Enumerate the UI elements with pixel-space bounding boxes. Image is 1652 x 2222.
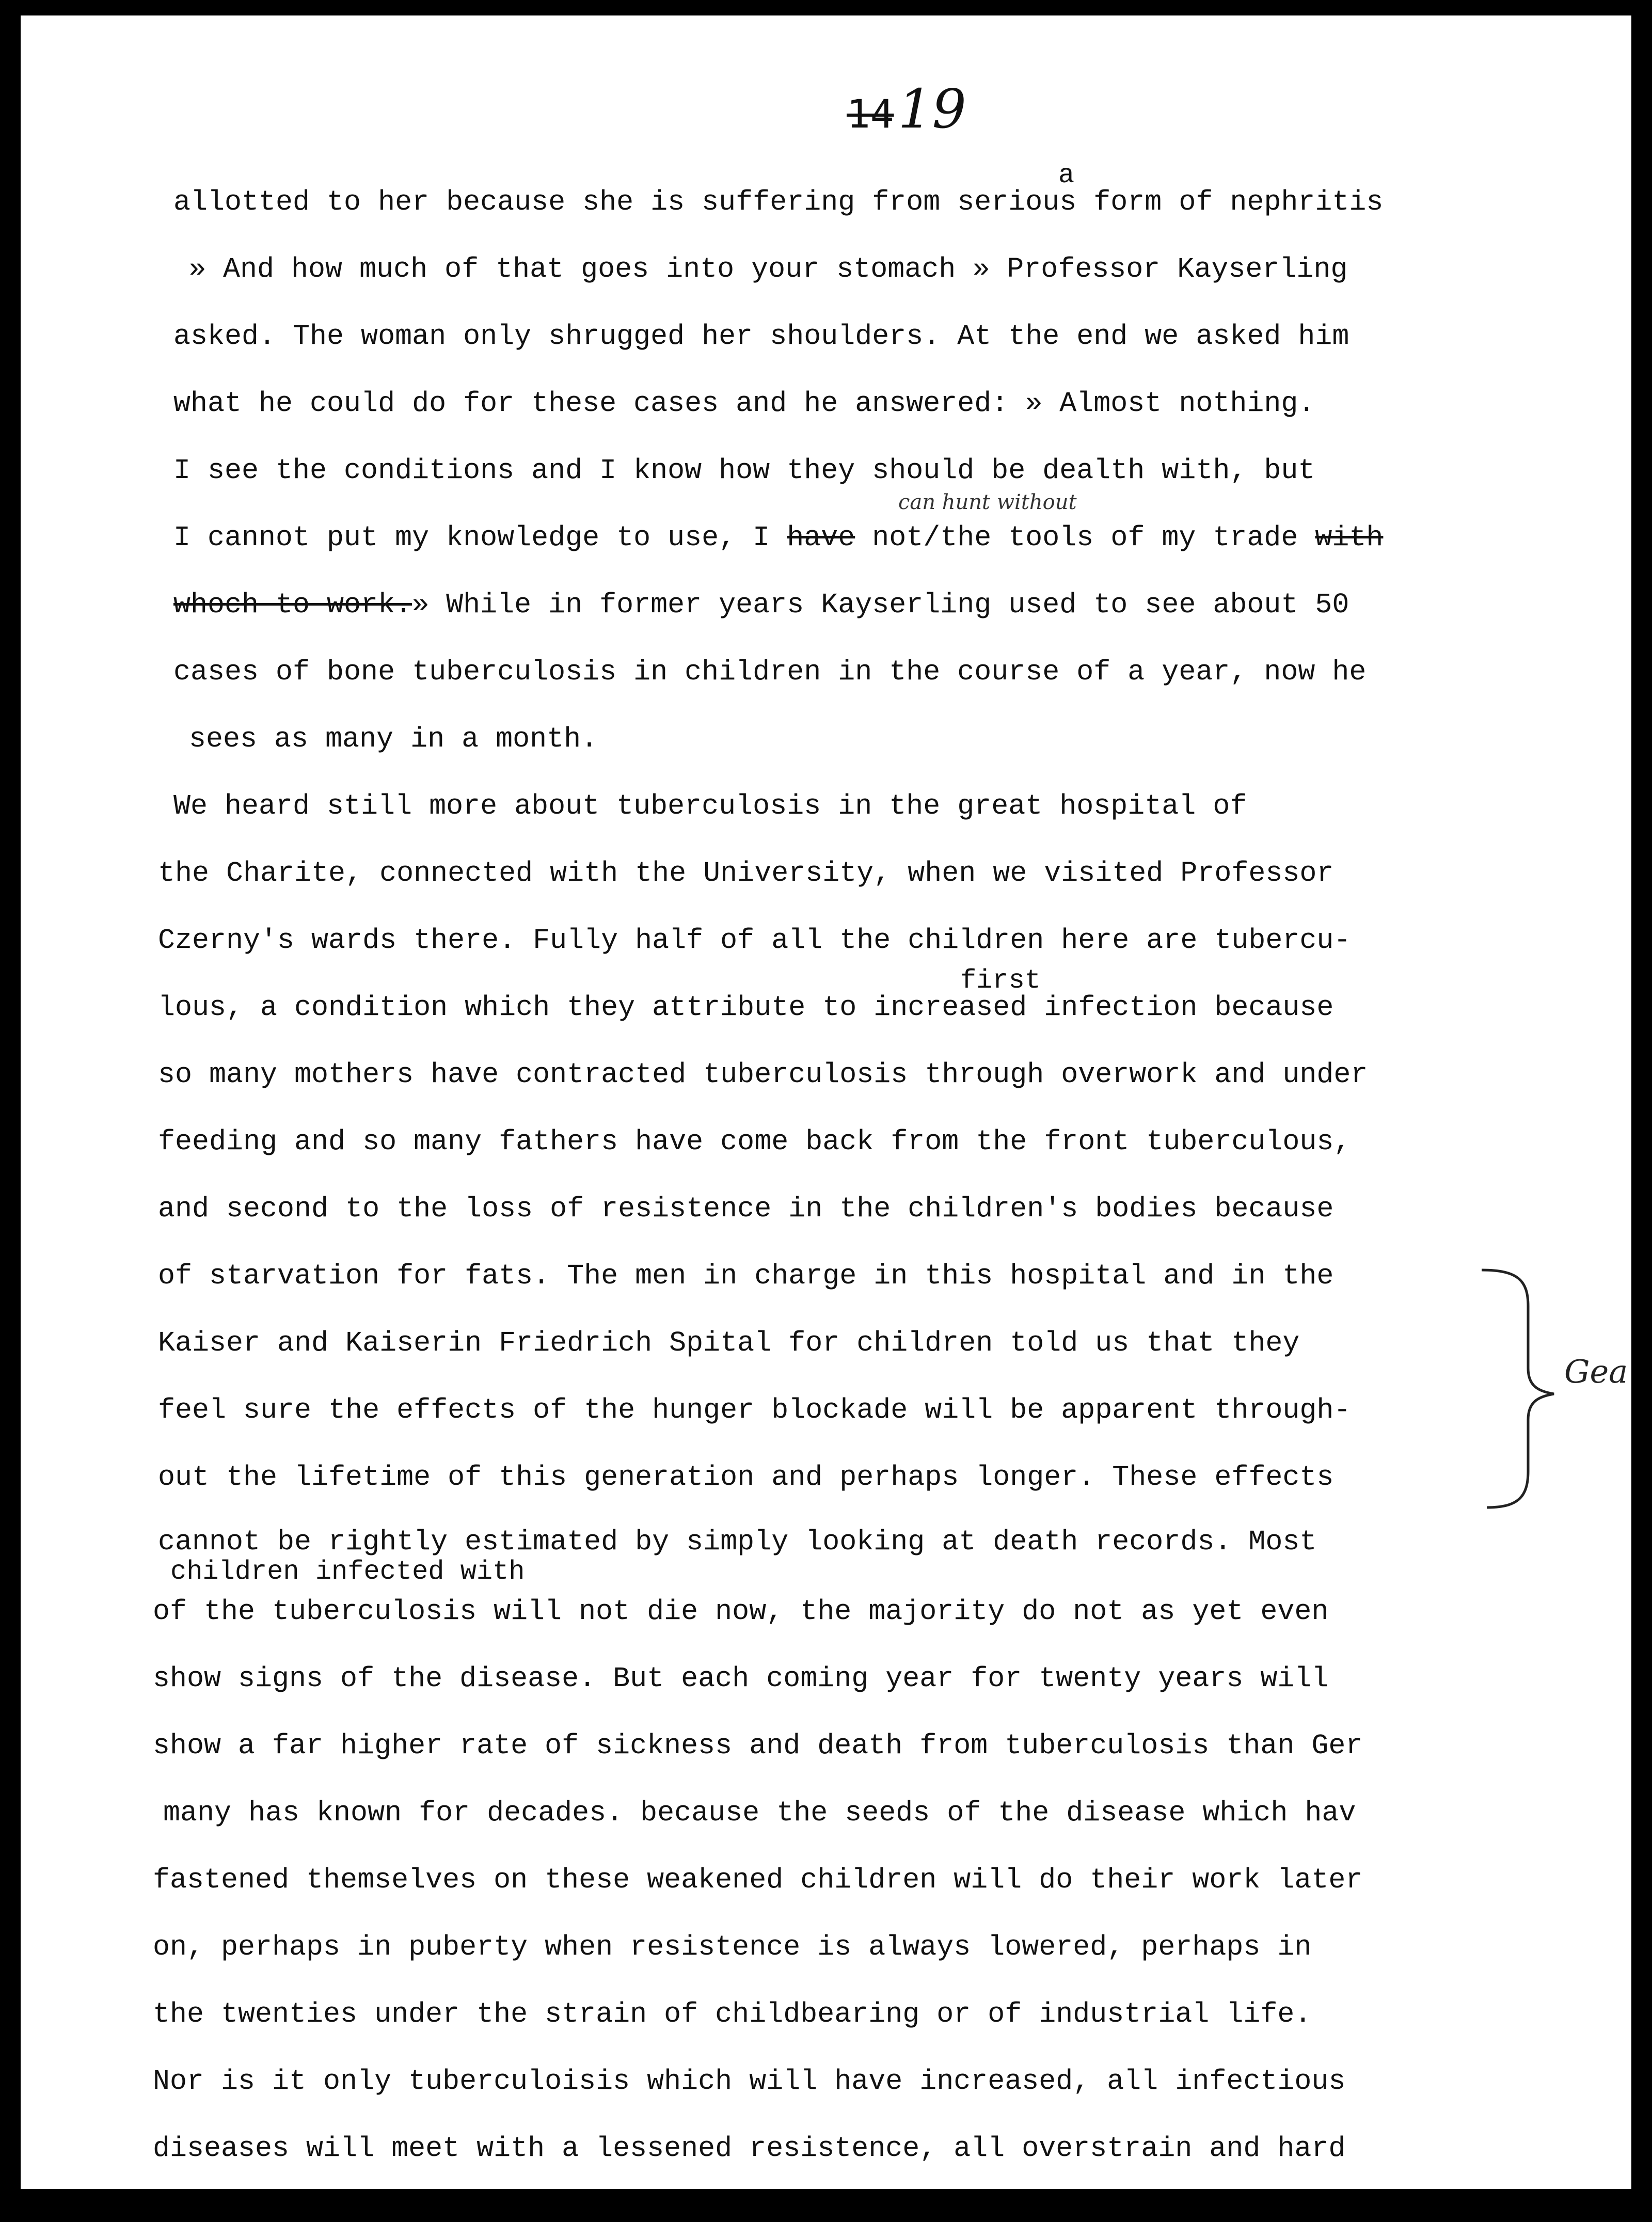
text-line: cannot be rightly estimated by simply looking at death records. Most <box>158 1526 1317 1558</box>
text-line: allotted to her because she is suffering from serious form of nephritis <box>173 186 1384 218</box>
text-line: out the lifetime of this generation and perhaps longer. These effects <box>158 1461 1334 1494</box>
text-line: so many mothers have contracted tuberculosis through overwork and under <box>158 1058 1368 1091</box>
handwritten-insertion-above-not: can hunt without <box>898 490 1077 514</box>
text-line: sees as many in a month. <box>189 723 598 755</box>
text-line: fastened themselves on these weakened children will do their work later <box>153 1864 1363 1896</box>
text-line: show a far higher rate of sickness and death from tuberculosis than Ger <box>153 1729 1363 1762</box>
insertion-a: a <box>1058 160 1075 191</box>
struck-word: with <box>1315 521 1384 554</box>
text-line: diseases will meet with a lessened resistence, all overstrain and hard <box>153 2132 1346 2165</box>
text-line: many has known for decades. because the seeds of the disease which hav <box>163 1797 1356 1829</box>
text-line: asked. The woman only shrugged her shoulders. At the end we asked him <box>173 320 1349 353</box>
struck-phrase: whoch to work. <box>173 589 412 621</box>
handwritten-page-number: 19 <box>898 77 966 140</box>
handwritten-margin-note: Gea <box>1564 1353 1628 1390</box>
text-line: I see the conditions and I know how they should be dealth with, but <box>173 454 1315 487</box>
text-line: cases of bone tuberculosis in children in the course of a year, now he <box>173 656 1367 688</box>
insertion-children-infected-with: children infected with <box>170 1557 525 1587</box>
typewritten-sheet <box>21 15 1631 2189</box>
text-line: Czerny's wards there. Fully half of all the children here are tubercu- <box>158 924 1351 957</box>
text-line-with-strikeout <box>173 521 1383 554</box>
text-line: lous, a condition which they attribute to increased infection because <box>158 991 1334 1024</box>
text-line: feel sure the effects of the hunger blockade will be apparent through- <box>158 1394 1351 1426</box>
struck-page-number: 14 <box>847 91 894 137</box>
line-segment: I cannot put my knowledge to use, I <box>173 521 787 554</box>
line-segment: » While in former years Kayserling used to see about 50 <box>412 589 1349 621</box>
text-line: Kaiser and Kaiserin Friedrich Spital for children told us that they <box>158 1327 1300 1359</box>
insertion-first: first <box>960 965 1041 996</box>
text-line: of the tuberculosis will not die now, the majority do not as yet even <box>153 1595 1329 1628</box>
text-line: feeding and so many fathers have come back from the front tuberculous, <box>158 1125 1351 1158</box>
text-line: the twenties under the strain of childbearing or of industrial life. <box>153 1998 1312 2030</box>
text-line: Nor is it only tuberculoisis which will have increased, all infectious <box>153 2065 1346 2098</box>
struck-word: have <box>787 521 855 554</box>
text-line: and second to the loss of resistence in the children's bodies because <box>158 1193 1334 1225</box>
text-line: on, perhaps in puberty when resistence is always lowered, perhaps in <box>153 1931 1312 1963</box>
page-number <box>847 77 966 140</box>
text-line: what he could do for these cases and he answered: » Almost nothing. <box>173 387 1315 420</box>
text-line: show signs of the disease. But each coming year for twenty years will <box>153 1662 1329 1695</box>
margin-brace <box>1476 1265 1564 1513</box>
line-segment: not/the tools of my trade <box>855 521 1315 554</box>
text-line-with-strikeout <box>173 589 1349 621</box>
text-line: We heard still more about tuberculosis in the great hospital of <box>173 790 1247 822</box>
text-line: the Charite, connected with the University, when we visited Professor <box>158 857 1334 890</box>
text-line: of starvation for fats. The men in charge in this hospital and in the <box>158 1260 1334 1292</box>
text-line: » And how much of that goes into your stomach » Professor Kayserling <box>189 253 1348 285</box>
